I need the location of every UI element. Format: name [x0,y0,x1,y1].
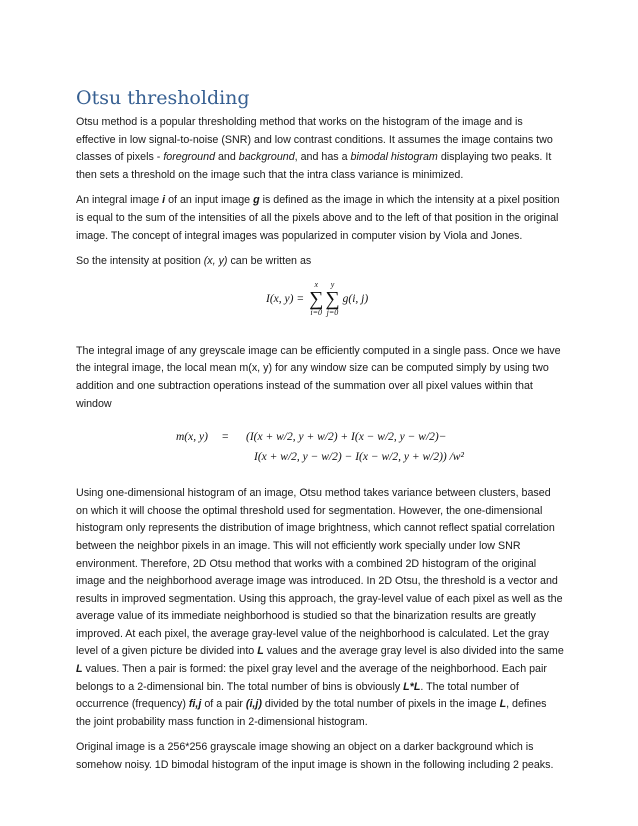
emph-background: background [238,151,295,164]
eq2-equals: = [222,431,229,444]
var-ij: (i,j) [245,698,262,711]
var-g: g [253,194,260,207]
eq2-line1: (I(x + w/2, y + w/2) + I(x − w/2, y − w/2)− [246,431,447,444]
eq1-rhs: g(i, j) [342,292,369,305]
paragraph-2d-otsu: Using one-dimensional histogram of an image, Otsu method takes variance between clusters, based on which it will choose the optimal threshold used for segmentation. However, the one-dimensional histogram only represents the distribution of image brightness, which cannot reflect spatial correlation between the neighbor pixels in an image. This will not efficiently work specially under low SNR environment. Therefore, 2D Otsu method that works with a combined 2D histogram of the original image and the neighborhood average image was introduced. In 2D Otsu, the threshold is a vector and results in improved segmentation. Using this approach, the gray-level value of each pixel as well as the average value of its immediate neighborhood is studied so that the binarization results are greatly improved. At each pixel, the average gray-level value of the neighborhood is calculated. Let the gray level of a given picture be divided into L values and the average gray level is also divided into the same L values. Then a pair is formed: the pixel gray level and the average of the neighborhood. Each pair belongs to a 2-dimensional bin. The total number of bins is obviously L*L. The total number of occurrence (frequency) fi,j of a pair (i,j) divided by the total number of pixels in the image L, defines the joint probability mass function in 2-dimensional histogram. [76,487,564,728]
equation-local-mean [76,421,564,477]
var-i: i [162,194,166,207]
var-L: L [257,645,264,658]
sigma-symbol: ∑ [325,287,340,310]
sigma-symbol: ∑ [309,287,324,310]
sum-over-i: x ∑ i=0 [309,279,324,317]
eq2-lhs: m(x, y) [176,431,208,444]
paragraph-otsu-intro: Otsu method is a popular thresholding method that works on the histogram of the image and is effective in low signal-to-noise (SNR) and low contrast conditions. It assumes the image contains two classes of pixels - foreground and background, and has a bimodal histogram displaying two peaks. It then sets a threshold on the image such that the intra class variance is minimized. [76,116,553,181]
var-fij: fi,j [188,698,202,711]
equation-integral-image [76,279,564,335]
sum-over-j: y ∑ j=0 [325,279,340,317]
paragraph-integral-image: An integral image i of an input image g is defined as the image in which the intensity at a pixel position is equal to the sum of the intensities of all the pixels above and to the left of that position in the original image. The concept of integral images was popularized in computer vision by Viola and Jones. [76,194,560,242]
var-LL: L*L [403,680,421,693]
eq1-lhs: I(x, y) = [266,292,305,305]
var-xy: (x, y) [203,255,228,268]
paragraph-local-mean: The integral image of any greyscale image can be efficiently computed in a single pass. Once we have the integral image, the local mean m(x, y) for any window size can be computed simply by using two addition and one subtraction operations instead of the summation over all pixel values within that window [76,344,561,410]
emph-bimodal-histogram: bimodal histogram [350,151,438,164]
eq2-line2: I(x + w/2, y − w/2) − I(x − w/2, y + w/2)) /w² [254,451,464,464]
paragraph-intensity-position: So the intensity at position (x, y) can be written as [76,255,312,268]
document-page [76,86,564,783]
var-L: L [499,698,507,711]
paragraph-original-image: Original image is a 256*256 grayscale image showing an object on a darker background which is somehow noisy. 1D bimodal histogram of the input image is shown in the following including 2 peaks. [76,741,554,772]
emph-foreground: foreground [163,151,216,164]
section-title: Otsu thresholding [76,87,250,109]
var-L: L [76,663,83,676]
